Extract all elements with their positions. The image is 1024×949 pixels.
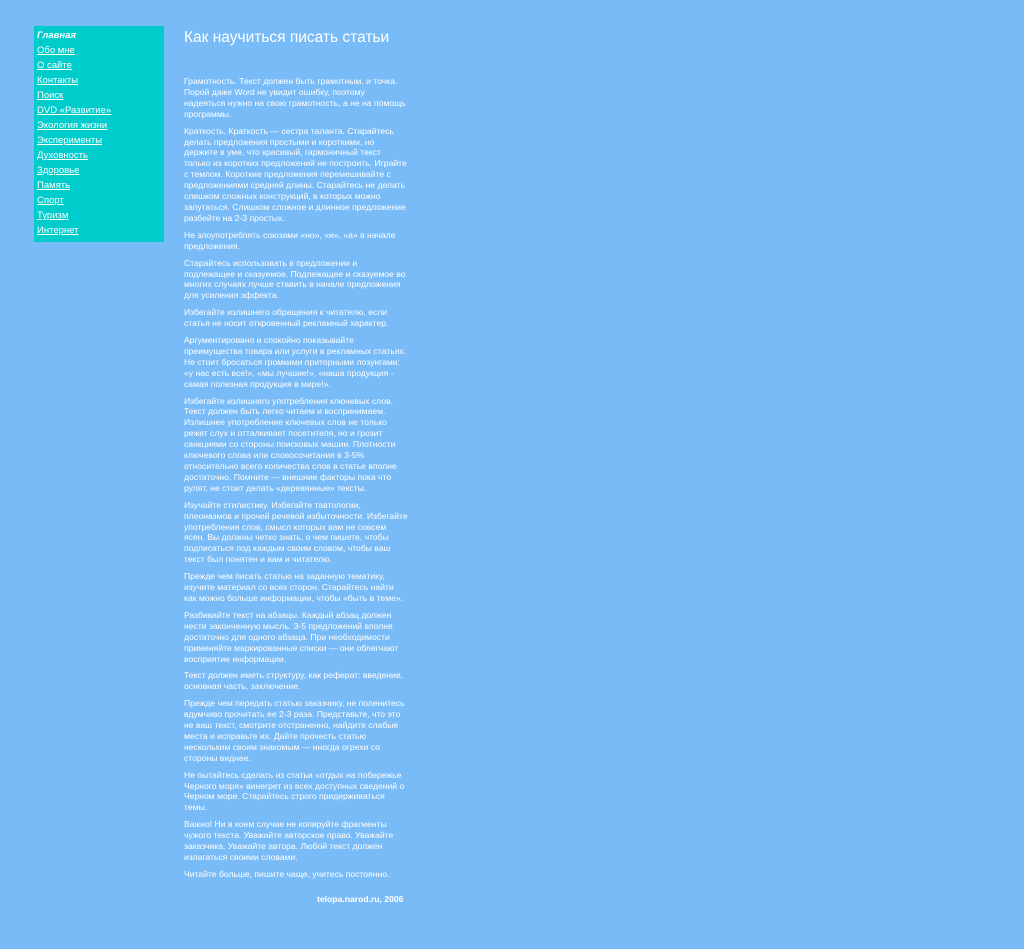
article-content <box>184 28 408 886</box>
sidebar-item-sport[interactable] <box>37 193 164 208</box>
sidebar-item-about-site[interactable] <box>37 58 164 73</box>
article-paragraph: Не пытайтесь сделать из статьи «отдых на побережье Черного моря» винегрет из всех доступных сведений о Черном море. Старайтесь строго придерживаться темы. <box>184 769 405 813</box>
article-paragraph: Прежде чем передать статью заказчику, не поленитесь вдумчиво прочитать ее 2-3 раза. Представьте, что это не ваш текст, смотрите отстраненно, найдите слабые места и исправьте их. Дайте прочесть статью нескольким своим знакомым — иногда огрехи со стороны виднее. <box>184 698 405 763</box>
sidebar-link-dvd[interactable]: DVD «Развитие» <box>37 105 112 116</box>
article-paragraph: Важно! Ни в коем случае не копируйте фрагменты чужого текста. Уважайте авторское право. Уважайте заказчика. Уважайте автора. Любой текст должен излагаться своими словами. <box>184 819 394 862</box>
article-paragraph: Разбивайте текст на абзацы. Каждый абзац должен нести законченную мысль. 3-5 предложений вполне достаточно для одного абзаца. При необходимости применяйте маркированные списки — они облегчают восприятие информации. <box>184 609 399 664</box>
article-paragraph: Изучайте стилистику. Избегайте тавтологии, плеоназмов и прочей речевой избыточности. Избегайте употребления слов, смысл которых вам не совсем ясен. Вы должны четко знать, о чем пишете, чтобы подписаться под каждым своим словом, чтобы ваш текст был понятен и вам и читателю. <box>184 499 408 565</box>
page-title: Как научиться писать статьи <box>184 29 390 46</box>
sidebar-link-health[interactable]: Здоровье <box>37 165 80 176</box>
article-paragraph: Избегайте излишнего употребления ключевых слов. Текст должен быть легко читаем и воспринимаем. Излишнее употребление ключевых слов не только режет слух и отталкивает посетителя, но и грозит санкциями со стороны поисковых машин. Плотности ключевого слова или словосочетания в 3-5% относительно всего количества слов в статье вполне достаточно. Помните — внешние факторы пока что рулят, не стоит делать «деревянные» тексты. <box>184 395 397 493</box>
sidebar-item-experiments[interactable] <box>37 133 164 148</box>
sidebar-item-internet[interactable] <box>37 223 164 238</box>
sidebar-link-experiments[interactable]: Эксперименты <box>37 135 103 146</box>
sidebar-menu <box>37 28 164 238</box>
sidebar-item-ecology[interactable] <box>37 118 164 133</box>
sidebar-item-spirituality[interactable] <box>37 148 164 163</box>
sidebar-link-contacts[interactable]: Контакты <box>37 75 79 86</box>
article-paragraph: Избегайте излишнего обращения к читателю, если статья не носит откровенный рекламный характер. <box>184 307 389 329</box>
article-paragraph: Грамотность. Текст должен быть грамотным, и точка. Порой даже Word не увидит ошибку, поэтому надеяться нужно на свою грамотность, а не на помощь программы. <box>184 76 406 119</box>
sidebar-item-contacts[interactable] <box>37 73 164 88</box>
article-paragraph: Читайте больше, пишите чаще, учитесь постоянно. <box>184 868 390 879</box>
sidebar-nav <box>34 26 164 242</box>
sidebar-item-search[interactable] <box>37 88 164 103</box>
sidebar-link-spirituality[interactable]: Духовность <box>37 150 88 161</box>
sidebar-item-label: Главная <box>37 30 77 41</box>
footer-credit: telopa.narod.ru, 2006 <box>317 894 404 904</box>
sidebar-link-ecology[interactable]: Экология жизни <box>37 120 108 131</box>
sidebar-link-internet[interactable]: Интернет <box>37 225 79 236</box>
sidebar-item-memory[interactable] <box>37 178 164 193</box>
sidebar-item-health[interactable] <box>37 163 164 178</box>
sidebar-item-tourism[interactable] <box>37 208 164 223</box>
sidebar-link-about-me[interactable]: Обо мне <box>37 45 75 56</box>
article-paragraph: Текст должен иметь структуру, как реферат: введение, основная часть, заключение. <box>184 670 404 692</box>
article-paragraph: Аргументировано и спокойно показывайте преимущества товара или услуги в рекламных статьях. Не стоит бросаться громкими приторными лозунгами: «у нас есть все!», «мы лучшие!», «наша продукция - самая полезная продукция в мире!». <box>184 335 407 389</box>
sidebar-link-memory[interactable]: Память <box>37 180 71 191</box>
sidebar-link-tourism[interactable]: Туризм <box>37 210 69 221</box>
sidebar-link-search[interactable]: Поиск <box>37 90 64 101</box>
article-paragraph: Прежде чем писать статью на заданную тематику, изучите материал со всех сторон. Старайтесь найти как можно больше информации, чтобы «быть в теме». <box>184 571 404 603</box>
sidebar-item-dvd[interactable] <box>37 103 164 118</box>
sidebar-item-about-me[interactable] <box>37 43 164 58</box>
article-paragraph: Старайтесь использовать в предложении и подлежащее и сказуемое. Подлежащее и сказуемое во многих случаях лучше ставить в начале предложения для усиления эффекта. <box>184 257 406 301</box>
sidebar-link-about-site[interactable]: О сайте <box>37 60 72 71</box>
article-paragraph: Не злоупотреблять союзами «но», «и», «а» в начале предложения. <box>184 229 396 251</box>
article-paragraph: Краткость. Краткость — сестра таланта. Старайтесь делать предложения простыми и короткими, но держите в уме, что красивый, гармоничный текст только из коротких предложений не построить. Играйте с темпом. Короткие предложения перемешивайте с предложениями средней длины. Старайтесь не делать слишком сложных конструкций, в которых можно запутаться. Слишком сложное и длинное предложение разбейте на 2-3 простых. <box>184 125 407 223</box>
sidebar-item-home[interactable] <box>37 28 164 43</box>
sidebar-link-sport[interactable]: Спорт <box>37 195 64 206</box>
